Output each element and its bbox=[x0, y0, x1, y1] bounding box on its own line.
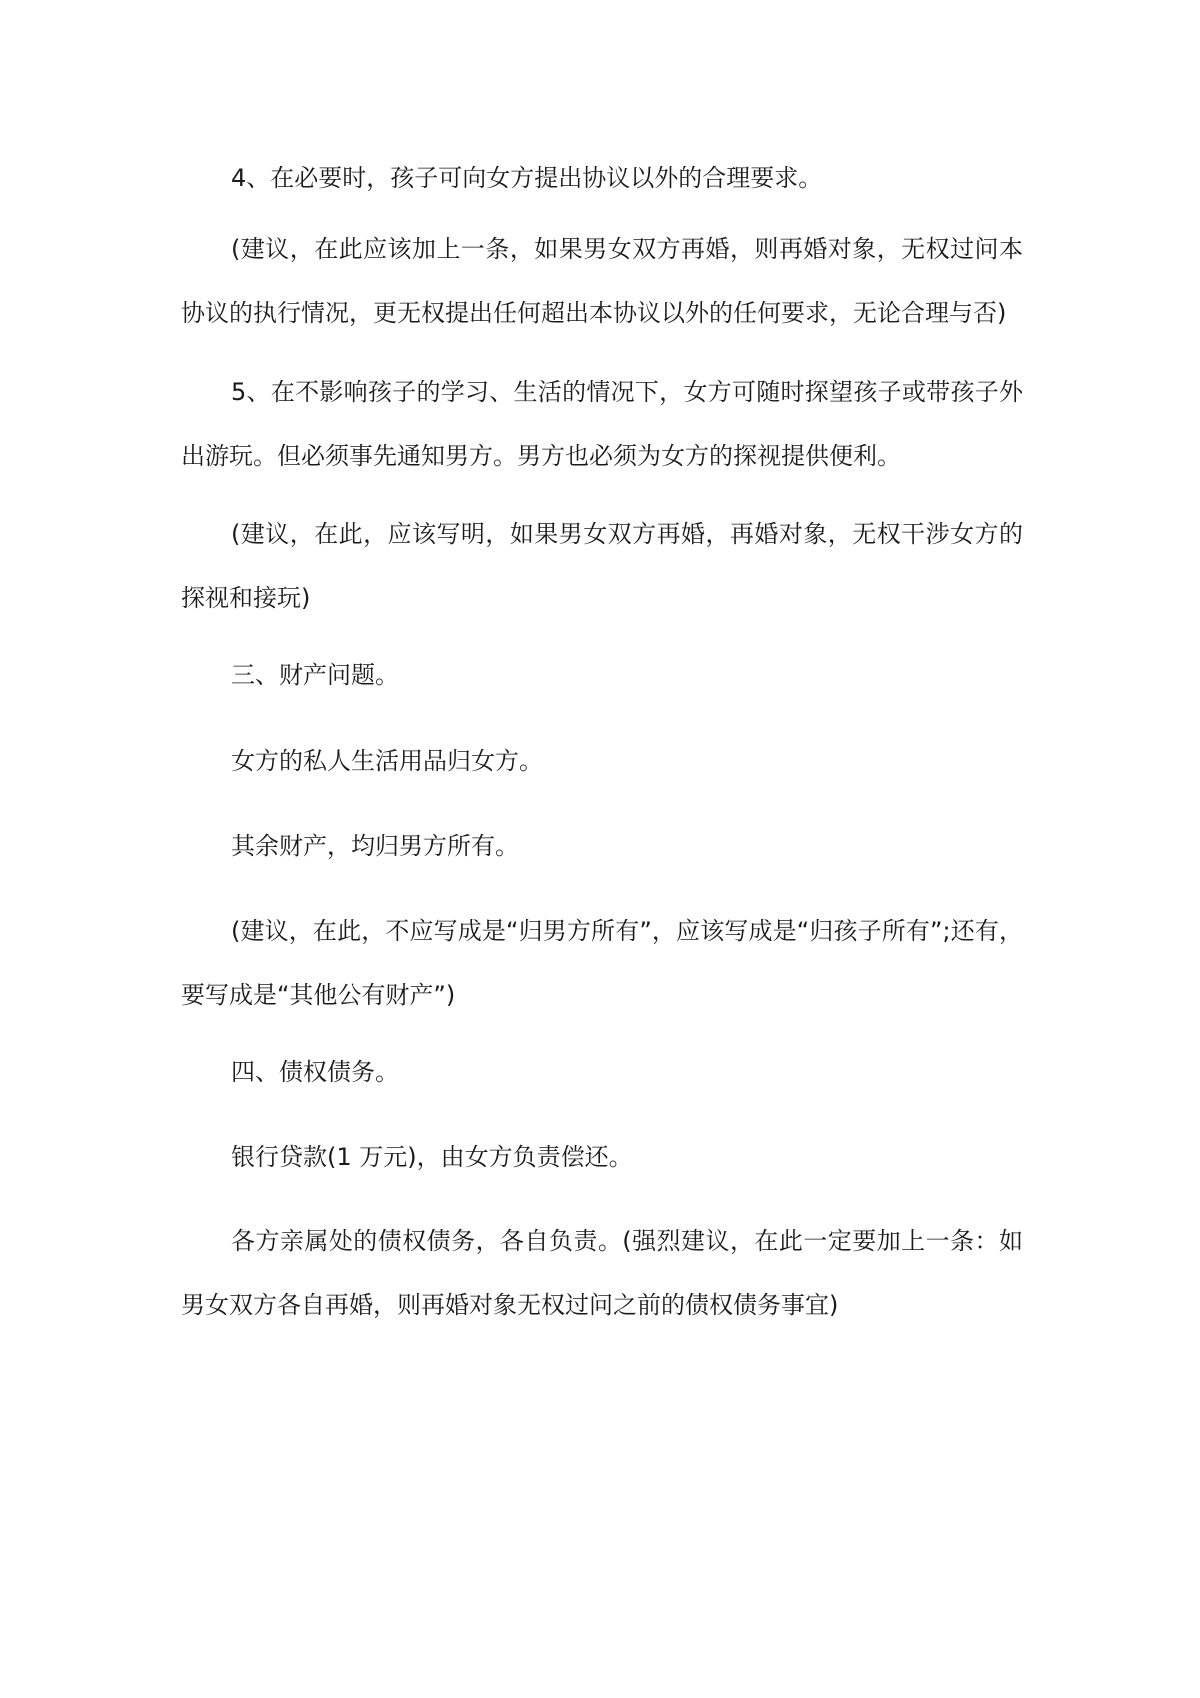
paragraph-suggestion-remarriage-visitation: (建议，在此，应该写明，如果男女双方再婚，再婚对象，无权干涉女方的探视和接玩) bbox=[181, 520, 1023, 612]
paragraph-custody-item-4: 4、在必要时，孩子可向女方提出协议以外的合理要求。 bbox=[231, 164, 823, 192]
paragraph-custody-item-5: 5、在不影响孩子的学习、生活的情况下，女方可随时探望孩子或带孩子外出游玩。但必须事先通知男方。男方也必须为女方的探视提供便利。 bbox=[181, 378, 1023, 470]
section-heading-debts: 四、债权债务。 bbox=[231, 1058, 399, 1086]
paragraph-property-remaining: 其余财产，均归男方所有。 bbox=[231, 832, 519, 860]
paragraph-suggestion-property: (建议，在此，不应写成是“归男方所有”，应该写成是“归孩子所有”;还有，要写成是“其他公有财产”) bbox=[181, 917, 1023, 1009]
paragraph-bank-loan: 银行贷款(1 万元)，由女方负责偿还。 bbox=[231, 1143, 633, 1171]
paragraph-property-personal-items: 女方的私人生活用品归女方。 bbox=[231, 747, 543, 775]
paragraph-suggestion-remarriage-agreement: (建议，在此应该加上一条，如果男女双方再婚，则再婚对象，无权过问本协议的执行情况，更无权提出任何超出本协议以外的任何要求，无论合理与否) bbox=[181, 235, 1023, 327]
section-heading-property: 三、财产问题。 bbox=[231, 661, 399, 689]
paragraph-relatives-debts: 各方亲属处的债权债务，各自负责。(强烈建议，在此一定要加上一条：如男女双方各自再婚，则再婚对象无权过问之前的债权债务事宜) bbox=[181, 1227, 1023, 1319]
